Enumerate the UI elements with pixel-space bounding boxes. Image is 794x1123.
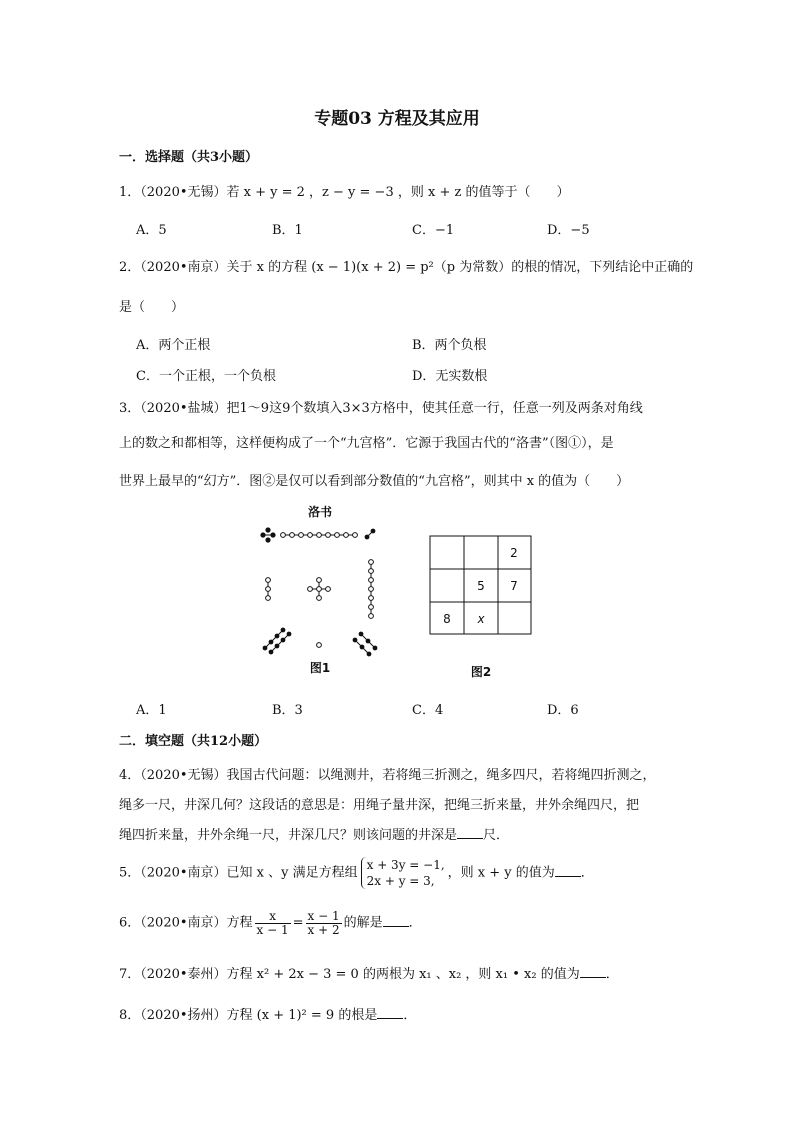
- equation-system: [361, 857, 445, 889]
- luoshu-dots-5: [308, 578, 331, 601]
- equals-sign: =: [292, 915, 304, 931]
- figure-1-caption: 图1: [309, 661, 331, 675]
- grid-cell-8: x: [477, 612, 485, 626]
- question-4-line3-end: 尺．: [483, 828, 510, 843]
- page-title: 专题03 方程及其应用: [314, 109, 480, 129]
- q3-option-b: B．3: [272, 703, 303, 718]
- question-6-end: ．: [408, 915, 422, 931]
- grid-cell-7: 8: [443, 612, 451, 626]
- luoshu-dots-3: [266, 578, 271, 601]
- question-4-line3: [119, 824, 509, 843]
- luoshu-dots-7: [369, 560, 374, 619]
- question-1-text: 1．（2020•无锡）若 x + y = 2 ，z − y = −3 ，则 x + z 的值等于（ ）: [119, 185, 570, 200]
- luoshu-figure: [255, 500, 385, 685]
- fraction-right-denominator: x + 2: [307, 922, 340, 937]
- q2-option-a: A．两个正根: [136, 338, 211, 353]
- question-5: [119, 857, 594, 889]
- fraction-right: [306, 910, 342, 936]
- answer-blank: [457, 826, 483, 839]
- question-2-line1: 2．（2020•南京）关于 x 的方程 (x − 1)(x + 2) = p²（p 为常数）的根的情况，下列结论中正确的: [119, 260, 694, 275]
- q2-option-b: B．两个负根: [412, 338, 487, 353]
- q1-option-c: C．−1: [412, 223, 455, 238]
- equation-2: 2x + y = 3,: [366, 874, 435, 889]
- q3-option-a: A．1: [136, 703, 167, 718]
- luoshu-dots-6: [353, 632, 378, 657]
- section-fill-heading: 二．填空题（共12小题）: [119, 734, 268, 749]
- fraction-left-numerator: x: [255, 910, 291, 924]
- question-4-line2: 绳多一尺，井深几何？这段话的意思是：用绳子量井深，把绳三折来量，井外余绳四尺，把: [119, 798, 640, 813]
- answer-blank: [377, 1006, 403, 1019]
- question-8-end: ．: [403, 1008, 417, 1023]
- grid-cell-3: 2: [510, 546, 518, 560]
- question-8: [119, 1004, 416, 1023]
- question-5-pre: 5．（2020•南京）已知 x 、y 满足方程组: [119, 865, 358, 881]
- question-7: [119, 963, 619, 982]
- question-5-end: ．: [580, 865, 594, 881]
- question-4-line1: 4．（2020•无锡）我国古代问题：以绳测井，若将绳三折测之，绳多四尺，若将绳四折测之，: [119, 768, 656, 783]
- question-3-line3: 世界上最早的“幻方”．图②是仅可以看到部分数值的“九宫格”，则其中 x 的值为（ ）: [119, 474, 630, 489]
- question-8-text: 8．（2020•扬州）方程 (x + 1)² = 9 的根是: [119, 1008, 378, 1023]
- q1-option-d: D．−5: [547, 223, 590, 238]
- question-6-pre: 6．（2020•南京）方程: [119, 915, 253, 931]
- q2-option-c: C．一个正根，一个负根: [136, 369, 276, 384]
- grid-cell-5: 5: [477, 579, 485, 593]
- magic-square-figure: [428, 535, 534, 685]
- question-6: [119, 910, 422, 936]
- q1-option-a: A．5: [136, 223, 167, 238]
- answer-blank: [555, 864, 581, 877]
- fraction-right-numerator: x − 1: [307, 909, 340, 923]
- answer-blank: [383, 914, 409, 927]
- luoshu-dots-2: [365, 529, 376, 540]
- luoshu-title: 洛书: [307, 505, 333, 519]
- question-3-line2: 上的数之和都相等，这样便构成了一个“九宫格”．它源于我国古代的“洛書”（图①），是: [119, 436, 614, 451]
- question-4-line3-text: 绳四折来量，井外余绳一尺，井深几尺？则该问题的井深是: [119, 828, 458, 843]
- luoshu-dots-8: [263, 628, 292, 655]
- luoshu-dots-1: [317, 643, 322, 648]
- q1-option-b: B．1: [272, 223, 303, 238]
- fraction-left-denominator: x − 1: [256, 922, 289, 937]
- question-5-post: ，则 x + y 的值为: [447, 865, 555, 881]
- grid-cell-6: 7: [510, 579, 518, 593]
- q3-option-c: C．4: [412, 703, 444, 718]
- question-7-end: ．: [605, 967, 619, 982]
- figure-2-caption: 图2: [470, 665, 492, 679]
- luoshu-dots-9: [281, 533, 358, 538]
- q2-option-d: D．无实数根: [412, 369, 488, 384]
- q3-option-d: D．6: [547, 703, 579, 718]
- question-2-line2: 是（ ）: [119, 300, 185, 315]
- fraction-left: [255, 910, 291, 936]
- equation-1: x + 3y = −1,: [366, 858, 445, 872]
- question-6-post: 的解是: [343, 915, 383, 931]
- question-3-line1: 3．（2020•盐城）把1～9这9个数填入3×3方格中，使其任意一行，任意一列及两条对角线: [119, 401, 643, 416]
- section-choice-heading: 一．选择题（共3小题）: [119, 150, 259, 165]
- question-7-text: 7．（2020•泰州）方程 x² + 2x − 3 = 0 的两根为 x₁ 、x₂ ，则 x₁ • x₂ 的值为: [119, 967, 580, 982]
- answer-blank: [580, 965, 606, 978]
